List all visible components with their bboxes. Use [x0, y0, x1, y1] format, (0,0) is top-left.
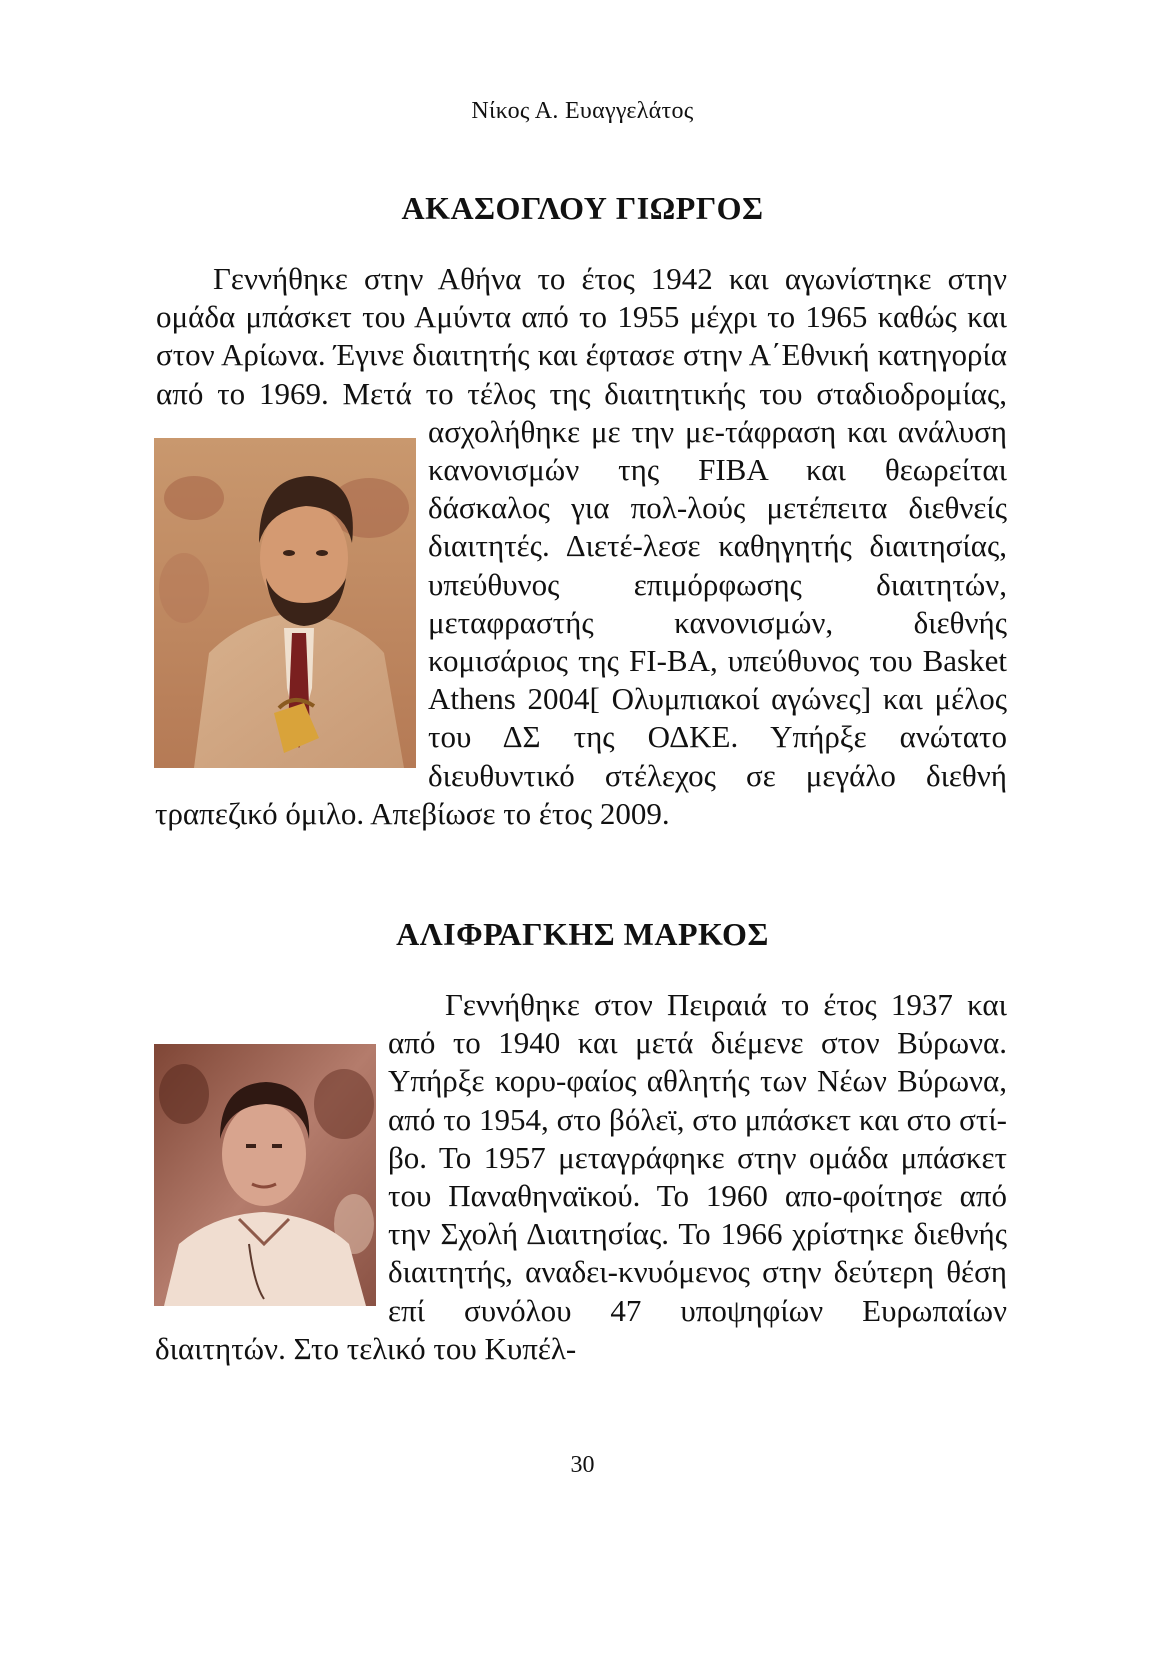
portrait-photo-icon — [154, 1044, 376, 1306]
section-title-alifragkis: ΑΛΙΦΡΑΓΚΗΣ ΜΑΡΚΟΣ — [396, 916, 769, 952]
section-title-akasoglou: ΑΚΑΣΟΓΛΟΥ ΓΙΩΡΓΟΣ — [401, 190, 764, 226]
portrait-photo-akasoglou — [154, 438, 416, 768]
portrait-photo-icon — [154, 438, 416, 768]
bio-alifragkis — [155, 986, 1007, 1368]
page-header-author: Νίκος Α. Ευαγγελάτος — [471, 98, 694, 124]
bio-text-akasoglou: Γεννήθηκε στην Αθήνα το έτος 1942 και αγωνίστηκε στην ομάδα μπάσκετ του Αμύντα από το 1955 μέχρι το 1965 καθώς και στον Αρίωνα. Έγινε διαιτητής και έφτασε στην Α΄Εθνική κατηγορία από το 1969. Μετά το τέλος της διαιτητικής του σταδιοδρομίας, ασχολήθηκε με την με-τάφραση και ανάλυση κανονισμών της FIBA και θεωρείται δάσκαλος για πολ-λούς μετέπειτα διεθνείς διαιτητές. Διετέ-λεσε καθηγητής διαιτησίας, υπεύθυνος επιμόρφωσης διαιτητών, μεταφραστής κανονισμών, διεθνής κομισάριος της FI-BA, υπεύθυνος του Basket Athens 2004[ Ολυμπιακοί αγώνες] και μέλος του ΔΣ της ΟΔΚΕ. Υπήρξε ανώτατο διευθυντικό στέλεχος σε μεγάλο διεθνή τραπεζικό όμιλο. Απεβίωσε το έτος 2009. — [155, 261, 1007, 831]
bio-akasoglou — [155, 260, 1007, 833]
bio-text-alifragkis: Γεννήθηκε στον Πειραιά το έτος 1937 και από το 1940 και μετά διέμενε στον Βύρωνα. Υπήρξε κορυ-φαίος αθλητής των Νέων Βύρωνα, από το 1954, στο βόλεϊ, στο μπάσκετ και στο στί-βο. Το 1957 μεταγράφηκε στην ομάδα μπάσκετ του Παναθηναϊκού. Το 1960 απο-φοίτησε από την Σχολή Διαιτησίας. Το 1966 χρίστηκε διεθνής διαιτητής, αναδει-κνυόμενος στην δεύτερη θέση επί συνόλου 47 υποψηφίων Ευρωπαίων διαιτητών. Στο τελικό του Κυπέλ- — [155, 987, 1007, 1366]
page-number: 30 — [570, 1452, 595, 1478]
portrait-photo-alifragkis — [154, 1044, 376, 1306]
